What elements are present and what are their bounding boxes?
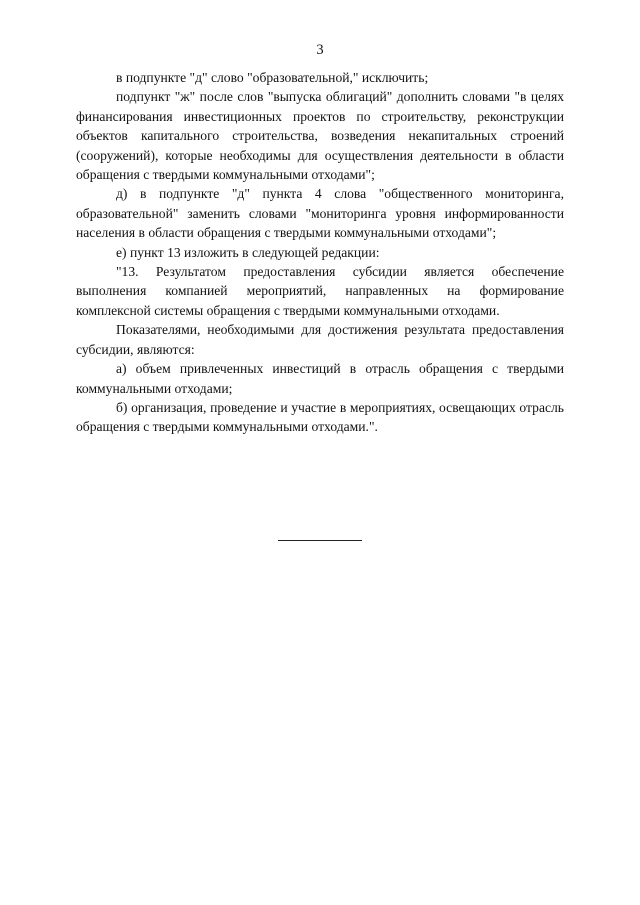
paragraph-5: "13. Результатом предоставления субсидии является обеспечение выполнения компанией мероприятий, направленных на формирование комплексной системы обращения с твердыми коммунальными отходами. <box>76 264 564 318</box>
paragraph-7: а) объем привлеченных инвестиций в отрасль обращения с твердыми коммунальными отходами; <box>76 361 564 396</box>
paragraph-6: Показателями, необходимыми для достижения результата предоставления субсидии, являются: <box>76 322 564 357</box>
page-number: 3 <box>316 42 324 58</box>
end-divider <box>278 540 362 541</box>
paragraph-1: в подпункте "д" слово "образовательной," исключить; <box>116 70 429 85</box>
paragraph-3: д) в подпункте "д" пункта 4 слова "общественного мониторинга, образовательной" заменить словами "мониторинга уровня информированности населения в области обращения с твердыми коммунальными отходами"; <box>76 186 564 241</box>
paragraph-2: подпункт "ж" после слов "выпуска облигаций" дополнить словами "в целях финансирования инвестиционных проектов по строительству, реконструкции объектов капитального строительства, возведения некапитальных строений (сооружений), которые необходимы для осуществления деятельности в области обращения с твердыми коммунальными отходами"; <box>76 89 564 183</box>
document-body <box>76 68 564 437</box>
paragraph-4: е) пункт 13 изложить в следующей редакции: <box>116 244 380 260</box>
paragraph-8: б) организация, проведение и участие в мероприятиях, освещающих отрасль обращения с твердыми коммунальными отходами.". <box>76 399 564 435</box>
